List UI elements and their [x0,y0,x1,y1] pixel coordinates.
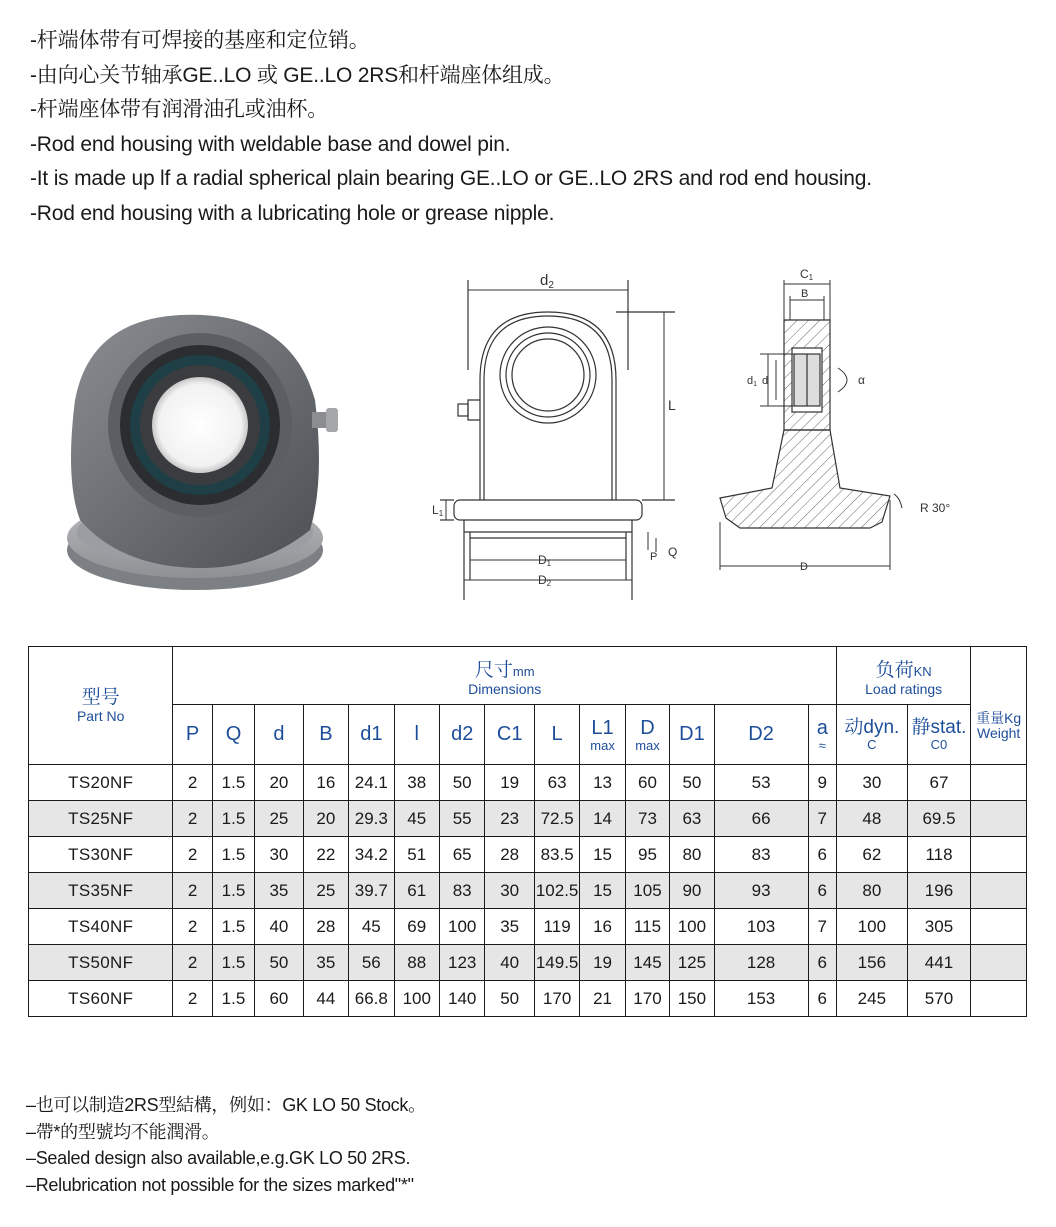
cell-d2: 50 [439,765,484,801]
cell-dyn: 48 [837,801,908,837]
cell-d2: 140 [439,981,484,1017]
spec-table [28,646,1027,1017]
dim-label-d1: d1 [747,375,758,388]
cell-d: 95 [625,837,669,873]
cell-l: 102.5 [534,873,579,909]
cell-d: 35 [255,873,303,909]
cell-p: 2 [173,945,212,981]
cell-d2: 65 [439,837,484,873]
cell-a: 7 [808,909,836,945]
cell-l1: 16 [580,909,625,945]
intro-line: -Rod end housing with weldable base and dowel pin. [30,132,511,156]
cell-d: 20 [255,765,303,801]
cell-weight [971,909,1027,945]
load-cn-label: 负荷 [875,659,914,681]
cell-d2: 100 [439,909,484,945]
cell-q: 1.5 [212,909,254,945]
col-P: P [173,705,212,765]
cell-d: 30 [255,837,303,873]
cell-l1: 15 [580,837,625,873]
cell-dyn: 245 [837,981,908,1017]
cell-c1: 40 [485,945,534,981]
dim-label-alpha: α [858,373,865,387]
cell-a: 6 [808,945,836,981]
cell-q: 1.5 [212,837,254,873]
col-l: l [394,705,439,765]
dim-label-B: B [801,288,809,300]
col-a: a ≈ [808,705,836,765]
col-C1: C1 [485,705,534,765]
cell-p: 2 [173,765,212,801]
cell-d2: 83 [714,837,808,873]
cell-d2: 93 [714,873,808,909]
cell-l: 63 [534,765,579,801]
cell-stat: 69.5 [907,801,971,837]
cell-stat: 570 [907,981,971,1017]
cell-a: 9 [808,765,836,801]
cell-q: 1.5 [212,801,254,837]
col-B: B [303,705,348,765]
cell-d1: 150 [670,981,714,1017]
part-en-label: Part No [76,708,125,724]
cell-dyn: 156 [837,945,908,981]
note-line: –Sealed design also available,e.g.GK LO 50 2RS. [26,1148,411,1168]
cell-d: 60 [625,765,669,801]
dim-label-D1: D1 [538,553,552,568]
cell-d2: 128 [714,945,808,981]
cell-weight [971,801,1027,837]
col-L1: L1 max [580,705,625,765]
cell-d1: 45 [349,909,394,945]
load-unit: KN [913,663,932,679]
cell-l: 149.5 [534,945,579,981]
cell-weight [971,981,1027,1017]
dims-cn-label: 尺寸 [474,659,513,681]
cell-b: 28 [303,909,348,945]
header-part-no [29,647,173,765]
cell-l: 38 [394,765,439,801]
cell-l: 51 [394,837,439,873]
dim-label-L: L [668,397,676,413]
cell-b: 20 [303,801,348,837]
cell-d1: 24.1 [349,765,394,801]
cell-p: 2 [173,837,212,873]
cell-d1: 63 [670,801,714,837]
cell-d2: 103 [714,909,808,945]
cell-l1: 15 [580,873,625,909]
table-row [29,945,1027,981]
cell-l: 88 [394,945,439,981]
spec-table-body [29,765,1027,1017]
cell-l: 100 [394,981,439,1017]
cell-dyn: 62 [837,837,908,873]
cell-part-no: TS20NF [29,765,173,801]
dim-label-d: d [762,375,769,387]
note-line: –也可以制造2RS型結構，例如：GK LO 50 Stock。 [26,1095,426,1115]
cell-c1: 35 [485,909,534,945]
intro-line: -杆端座体带有润滑油孔或油杯。 [30,98,328,121]
header-dimensions [173,647,837,705]
cell-dyn: 100 [837,909,908,945]
cell-a: 7 [808,801,836,837]
header-weight [971,647,1027,765]
cell-d1: 39.7 [349,873,394,909]
cell-d1: 50 [670,765,714,801]
cell-part-no: TS30NF [29,837,173,873]
cell-d1: 66.8 [349,981,394,1017]
cell-part-no: TS35NF [29,873,173,909]
cell-d2: 123 [439,945,484,981]
table-row [29,981,1027,1017]
cell-part-no: TS60NF [29,981,173,1017]
cell-d: 50 [255,945,303,981]
cell-l: 72.5 [534,801,579,837]
cell-q: 1.5 [212,873,254,909]
cell-d: 115 [625,909,669,945]
cell-a: 6 [808,873,836,909]
cell-b: 22 [303,837,348,873]
cell-c1: 19 [485,765,534,801]
cell-stat: 118 [907,837,971,873]
cell-dyn: 80 [837,873,908,909]
cell-p: 2 [173,909,212,945]
figures [0,250,1056,610]
col-dyn: 动dyn. C [837,705,908,765]
cell-weight [971,945,1027,981]
cell-l1: 21 [580,981,625,1017]
cell-d1: 90 [670,873,714,909]
cell-d1: 80 [670,837,714,873]
cell-l: 61 [394,873,439,909]
dim-label-Q: Q [668,545,678,559]
cell-l1: 13 [580,765,625,801]
col-d1: d1 [349,705,394,765]
cell-part-no: TS25NF [29,801,173,837]
cell-stat: 196 [907,873,971,909]
section-view-drawing [710,260,980,590]
dim-label-r30: R 30° [920,501,951,515]
weight-cn-label: 重量Kg [976,710,1022,726]
col-stat: 静stat. C0 [907,705,971,765]
note-line: –帶*的型號均不能潤滑。 [26,1121,220,1142]
dims-en-label: Dimensions [468,680,542,697]
cell-a: 6 [808,837,836,873]
cell-l: 69 [394,909,439,945]
cell-c1: 28 [485,837,534,873]
intro-line: -由向心关节轴承GE..LO 或 GE..LO 2RS和杆端座体组成。 [30,63,565,87]
cell-d1: 125 [670,945,714,981]
table-row [29,765,1027,801]
cell-d1: 56 [349,945,394,981]
cell-stat: 305 [907,909,971,945]
table-row [29,837,1027,873]
intro-text [30,24,1030,231]
cell-dyn: 30 [837,765,908,801]
product-photo [60,280,360,600]
cell-c1: 30 [485,873,534,909]
cell-d1: 34.2 [349,837,394,873]
cell-stat: 67 [907,765,971,801]
cell-d1: 29.3 [349,801,394,837]
cell-b: 25 [303,873,348,909]
weight-en-label: Weight [976,725,1021,741]
cell-d: 145 [625,945,669,981]
col-d: d [255,705,303,765]
cell-l1: 19 [580,945,625,981]
cell-weight [971,765,1027,801]
dim-label-L1: L1 [432,503,444,518]
cell-stat: 441 [907,945,971,981]
cell-c1: 23 [485,801,534,837]
cell-d: 105 [625,873,669,909]
cell-b: 35 [303,945,348,981]
cell-c1: 50 [485,981,534,1017]
note-line: –Relubrication not possible for the sizes marked"*" [26,1174,414,1195]
cell-d: 60 [255,981,303,1017]
load-en-label: Load ratings [865,680,943,697]
footer-notes [26,1092,426,1198]
cell-d2: 55 [439,801,484,837]
intro-line: -杆端体带有可焊接的基座和定位销。 [30,29,370,52]
col-Q: Q [212,705,254,765]
cell-q: 1.5 [212,981,254,1017]
dim-label-D2: D2 [538,573,552,588]
cell-b: 16 [303,765,348,801]
cell-p: 2 [173,801,212,837]
table-row [29,909,1027,945]
col-L: L [534,705,579,765]
cell-part-no: TS40NF [29,909,173,945]
cell-l: 170 [534,981,579,1017]
cell-d: 73 [625,801,669,837]
front-view-drawing [420,260,710,600]
table-row [29,873,1027,909]
cell-weight [971,873,1027,909]
part-cn-label: 型号 [81,687,120,708]
dim-label-d2: $d_2$ [540,272,554,291]
cell-p: 2 [173,981,212,1017]
cell-l: 119 [534,909,579,945]
cell-p: 2 [173,873,212,909]
cell-b: 44 [303,981,348,1017]
cell-part-no: TS50NF [29,945,173,981]
cell-d2: 83 [439,873,484,909]
dim-label-P: P [650,551,658,563]
cell-d: 40 [255,909,303,945]
cell-l1: 14 [580,801,625,837]
cell-d: 170 [625,981,669,1017]
header-load-ratings [837,647,971,705]
intro-line: -It is made up lf a radial spherical plain bearing GE..LO or GE..LO 2RS and rod end housing. [30,167,872,190]
cell-d2: 66 [714,801,808,837]
dims-unit: mm [512,663,535,679]
table-row [29,801,1027,837]
cell-d: 25 [255,801,303,837]
cell-l: 45 [394,801,439,837]
cell-d2: 153 [714,981,808,1017]
col-D2: D2 [714,705,808,765]
cell-d2: 53 [714,765,808,801]
col-D-max: D max [625,705,669,765]
cell-a: 6 [808,981,836,1017]
cell-d1: 100 [670,909,714,945]
cell-l: 83.5 [534,837,579,873]
cell-q: 1.5 [212,765,254,801]
dim-label-C1: C1 [800,267,814,282]
col-D1: D1 [670,705,714,765]
cell-q: 1.5 [212,945,254,981]
col-d2: d2 [439,705,484,765]
dim-label-D: D [800,561,808,573]
intro-line: -Rod end housing with a lubricating hole or grease nipple. [30,201,555,225]
cell-weight [971,837,1027,873]
